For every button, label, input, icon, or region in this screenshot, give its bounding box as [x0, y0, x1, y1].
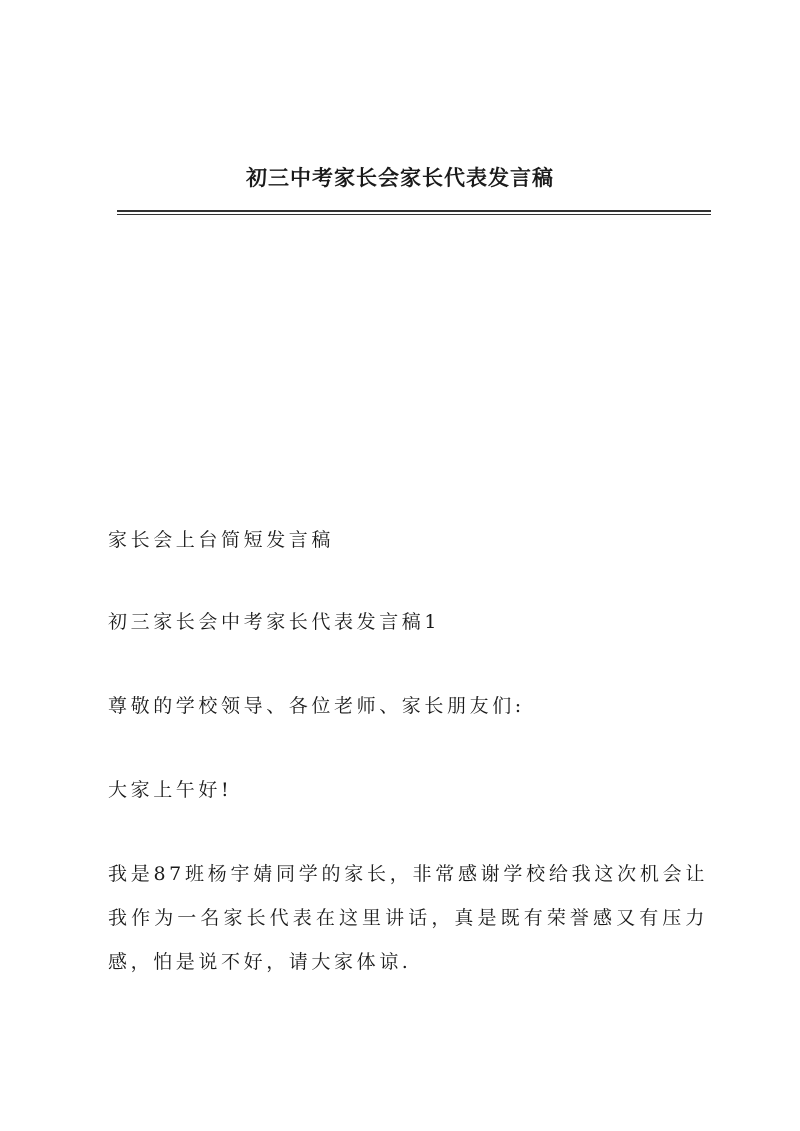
paragraph-body: 我是87班杨宇婧同学的家长，非常感谢学校给我这次机会让我作为一名家长代表在这里讲话，真是既有荣誉感又有压力感，怕是说不好，请大家体谅. — [108, 863, 708, 973]
paragraph-greeting: 大家上午好! — [108, 779, 233, 801]
page-title: 初三中考家长会家长代表发言稿 — [246, 165, 554, 190]
paragraph-salutation: 尊敬的学校领导、各位老师、家长朋友们: — [108, 695, 525, 717]
paragraph-subtitle: 家长会上台简短发言稿 — [108, 529, 335, 551]
paragraph-heading: 初三家长会中考家长代表发言稿1 — [108, 611, 441, 633]
title-divider — [117, 210, 711, 215]
